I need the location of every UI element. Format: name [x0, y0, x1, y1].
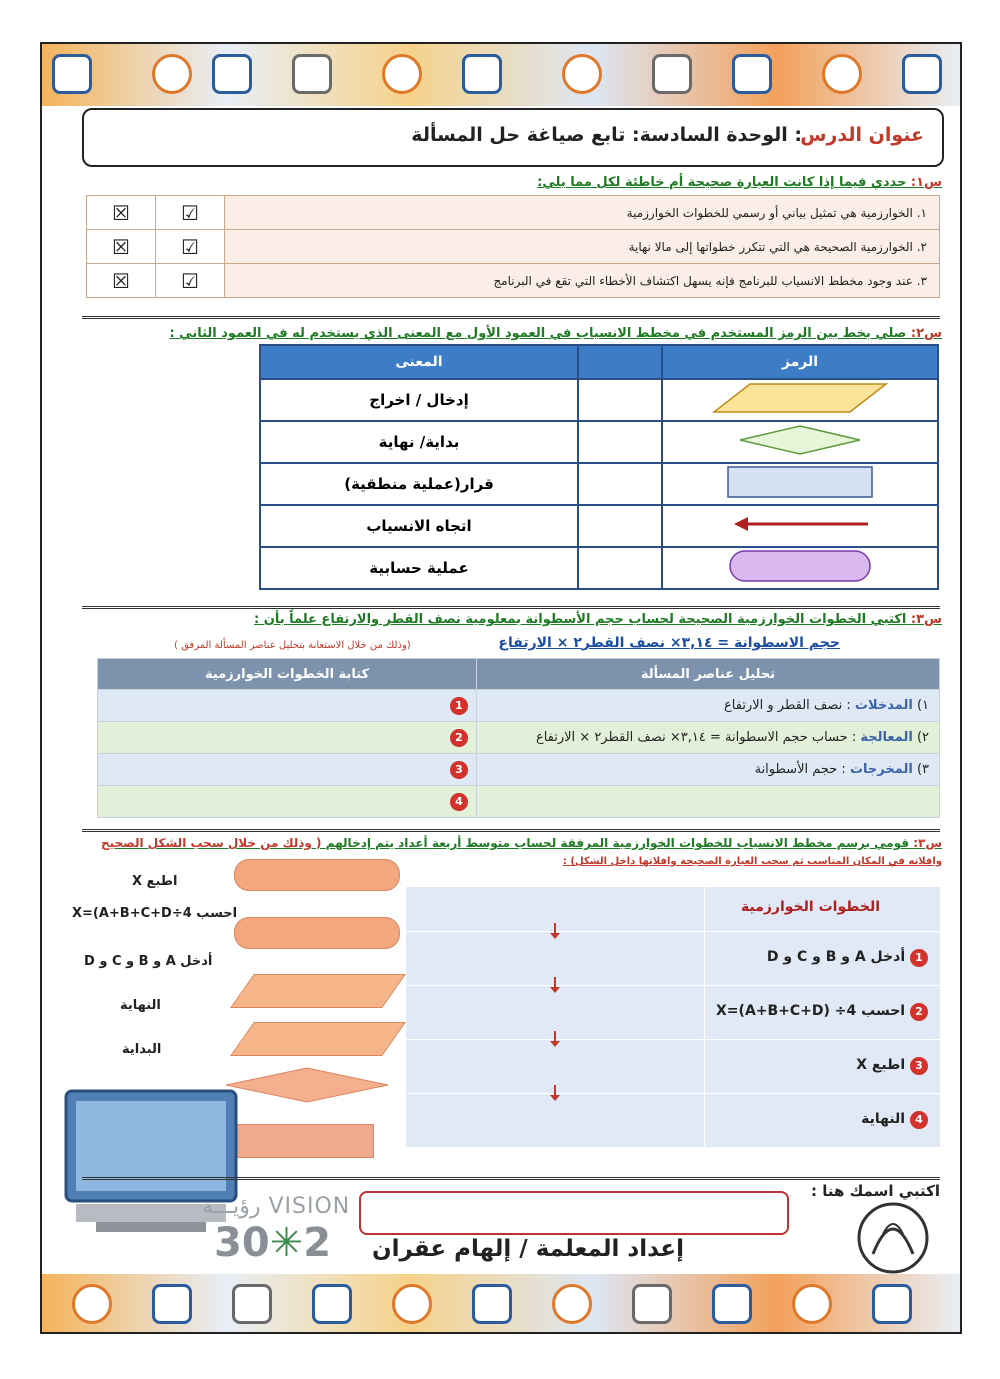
- processing-label: المعالجة: [860, 730, 913, 745]
- mail-icon: [212, 54, 252, 94]
- connector-cell[interactable]: [578, 421, 662, 463]
- lesson-label: عنوان الدرس: [800, 124, 924, 146]
- row-line: [406, 985, 940, 986]
- flow-down-arrow: [554, 1085, 556, 1097]
- drag-label-end[interactable]: النهاية: [120, 998, 161, 1013]
- chat-icon: [152, 1284, 192, 1324]
- flow-step: [767, 949, 928, 967]
- q2-text: صلي بخط بين الرمز المستخدم في مخطط الانسياب في العمود الأول مع المعنى الذي يستخدم له في العمود الثاني :: [169, 326, 907, 341]
- col-symbol: الرمز: [662, 345, 938, 379]
- connector-cell[interactable]: [578, 547, 662, 589]
- top-icon-banner: [42, 44, 960, 106]
- q4-text-tail: ( وذلك من خلال سحب الشكل الصحيح: [100, 836, 326, 850]
- outputs-label: المخرجات: [849, 762, 913, 777]
- statement-row: [87, 196, 940, 230]
- q2-number: س٢:: [910, 326, 942, 341]
- step-number-badge: 2: [450, 729, 468, 747]
- symbol-matching-table: [259, 344, 939, 590]
- flow-down-arrow: [554, 977, 556, 989]
- match-row: [260, 463, 938, 505]
- flow-down-arrow: [554, 1031, 556, 1043]
- col-steps: كتابة الخطوات الخوارزمية: [98, 659, 477, 690]
- drag-label-compute[interactable]: احسب X=(A+B+C+D÷4: [72, 906, 238, 921]
- step-number-badge: 1: [450, 697, 468, 715]
- calculator-icon: [232, 1284, 272, 1324]
- connector-cell[interactable]: [578, 463, 662, 505]
- drag-label-start[interactable]: البداية: [122, 1042, 162, 1057]
- drag-terminal-shape[interactable]: [234, 917, 400, 949]
- true-false-table: [86, 195, 940, 298]
- chat-icon: [712, 1284, 752, 1324]
- match-row: [260, 421, 938, 463]
- true-checkbox[interactable]: ☑: [156, 196, 225, 230]
- divider: [82, 829, 940, 832]
- globe-icon: [52, 54, 92, 94]
- parallelogram-symbol[interactable]: [662, 379, 938, 421]
- drag-diamond-shape[interactable]: [222, 1066, 392, 1104]
- q4-prompt-line2: وافلاته في المكان المناسب ثم سحب العبارة الصحيحة وافلاتها داخل الشكل) :: [562, 856, 942, 867]
- person-icon: [822, 54, 862, 94]
- emblem-icon: ✳: [269, 1220, 304, 1266]
- search-icon: [652, 54, 692, 94]
- match-row: [260, 379, 938, 421]
- divider: [82, 1177, 940, 1180]
- drag-terminal-shape[interactable]: [234, 859, 400, 891]
- screen-icon: [872, 1284, 912, 1324]
- terminal-symbol[interactable]: [662, 547, 938, 589]
- vision-text: VISION رؤيـــة: [202, 1194, 351, 1219]
- statement-cell: [225, 196, 940, 230]
- lesson-title-box: [82, 108, 944, 167]
- users-icon: [562, 54, 602, 94]
- calculator-icon: [462, 54, 502, 94]
- true-checkbox[interactable]: ☑: [156, 264, 225, 298]
- statement-cell: [225, 230, 940, 264]
- row-number: ٢): [916, 730, 929, 745]
- person-icon: [152, 54, 192, 94]
- flow-step: [861, 1111, 928, 1129]
- vision-year-part: 30: [214, 1220, 270, 1266]
- flowchart-drop-area: [406, 887, 940, 1147]
- worksheet-frame: [40, 42, 962, 1334]
- calculator-icon: [632, 1284, 672, 1324]
- outputs-value: : حجم الأسطوانة: [754, 762, 846, 777]
- screen-icon: [312, 1284, 352, 1324]
- analysis-cell: [477, 754, 940, 786]
- column-divider: [704, 887, 705, 1147]
- meaning-cell[interactable]: قرار(عملية منطقية): [260, 463, 578, 505]
- row-number: ٣): [916, 762, 929, 777]
- row-line: [406, 931, 940, 932]
- teacher-credit: إعداد المعلمة / إلهام عقران: [372, 1236, 684, 1262]
- statement-cell: [225, 264, 940, 298]
- analysis-row: [98, 722, 940, 754]
- row-line: [406, 1093, 940, 1094]
- analysis-cell: [477, 722, 940, 754]
- q1-number: س١:: [910, 175, 942, 190]
- analysis-row: [98, 754, 940, 786]
- screen-icon: [552, 1284, 592, 1324]
- search-icon: [292, 54, 332, 94]
- play-icon: [392, 1284, 432, 1324]
- people-icon: [72, 1284, 112, 1324]
- chat-icon: [472, 1284, 512, 1324]
- meaning-cell[interactable]: بداية/ نهاية: [260, 421, 578, 463]
- processing-value: : حساب حجم الاسطوانة = ٣,١٤× نصف القطر٢ × الارتفاع: [535, 730, 857, 745]
- meaning-cell[interactable]: اتجاه الانسياب: [260, 505, 578, 547]
- q3-prompt: [254, 612, 942, 627]
- rectangle-symbol[interactable]: [662, 463, 938, 505]
- connector-column: [578, 345, 662, 379]
- analysis-cell: [477, 690, 940, 722]
- users-icon: [382, 54, 422, 94]
- diamond-symbol[interactable]: [662, 421, 938, 463]
- statement-text: عند وجود مخطط الانسياب للبرنامج فإنه يسهل اكتشاف الأخطاء التي تقع في البرنامج: [493, 273, 913, 288]
- inputs-label: المدخلات: [854, 698, 913, 713]
- q1-text: حددي فيما إذا كانت العبارة صحيحة أم خاطئة لكل مما يلي:: [537, 175, 907, 190]
- col-meaning: المعنى: [260, 345, 578, 379]
- drag-label-input[interactable]: أدخل A و B و C و D: [84, 954, 213, 969]
- drag-parallelogram-shape[interactable]: [230, 1022, 406, 1056]
- step-write-cell[interactable]: [98, 722, 477, 754]
- step-number-badge: 3: [910, 1057, 928, 1075]
- step-write-cell[interactable]: [98, 786, 477, 818]
- step-text: اطبع X: [856, 1057, 906, 1073]
- step-number-badge: 3: [450, 761, 468, 779]
- col-analysis: تحليل عناصر المسألة: [477, 659, 940, 690]
- statement-text: الخوارزمية هي تمثيل بياني أو رسمي للخطوات الخوارزمية: [626, 205, 913, 220]
- meaning-cell[interactable]: عملية حسابية: [260, 547, 578, 589]
- statement-number: ١.: [916, 205, 927, 220]
- lesson-title: : الوحدة السادسة: تابع صياغة حل المسألة: [411, 124, 802, 146]
- step-write-cell[interactable]: [98, 754, 477, 786]
- step-write-cell[interactable]: [98, 690, 477, 722]
- drag-parallelogram-shape[interactable]: [230, 974, 406, 1008]
- step-text: النهاية: [861, 1111, 906, 1127]
- flow-down-arrow: [554, 923, 556, 935]
- true-checkbox[interactable]: ☑: [156, 230, 225, 264]
- statement-number: ٣.: [916, 273, 927, 288]
- divider: [82, 606, 940, 609]
- calligraphy-logo-icon: [848, 1194, 938, 1278]
- vision-year-part: 2: [303, 1220, 332, 1266]
- q4-number: س٣:: [913, 836, 942, 850]
- row-line: [406, 1039, 940, 1040]
- statement-row: [87, 264, 940, 298]
- analysis-cell: [477, 786, 940, 818]
- step-number-badge: 4: [450, 793, 468, 811]
- name-label: اكتبي اسمك هنا :: [810, 1182, 940, 1200]
- step-number-badge: 1: [910, 949, 928, 967]
- analysis-hint: (وذلك من خلال الاستعانة بتحليل عناصر المسألة المرفق ): [174, 640, 411, 651]
- header-row: [98, 659, 940, 690]
- meaning-cell[interactable]: إدخال / اخراج: [260, 379, 578, 421]
- inputs-value: : نصف القطر و الارتفاع: [724, 698, 851, 713]
- connector-cell[interactable]: [578, 379, 662, 421]
- analysis-row: [98, 690, 940, 722]
- q4-text: قومي برسم مخطط الانسياب للخطوات الخوارزمية المرفقة لحساب متوسط أربعة أعداد يتم إدخالهم: [325, 836, 910, 850]
- bottom-icon-banner: [42, 1274, 960, 1332]
- steps-header: الخطوات الخوارزمية: [740, 899, 880, 915]
- mail-icon: [732, 54, 772, 94]
- cylinder-analysis-table: [97, 658, 940, 818]
- match-row: [260, 505, 938, 547]
- step-text: احسب X=(A+B+C+D) ÷4: [716, 1003, 906, 1019]
- false-checkbox[interactable]: ☒: [87, 264, 156, 298]
- statement-number: ٢.: [916, 239, 927, 254]
- vision-2030-logo: [214, 1220, 331, 1266]
- flow-step: [716, 1003, 928, 1021]
- globe-icon: [902, 54, 942, 94]
- row-number: ١): [916, 698, 929, 713]
- match-row: [260, 547, 938, 589]
- false-checkbox[interactable]: ☒: [87, 196, 156, 230]
- statement-row: [87, 230, 940, 264]
- analysis-row: [98, 786, 940, 818]
- divider: [82, 316, 940, 319]
- header-row: [260, 345, 938, 379]
- false-checkbox[interactable]: ☒: [87, 230, 156, 264]
- q3-text: اكتبي الخطوات الخوارزمية الصحيحة لحساب حجم الأسطوانة بمعلومية نصف القطر والارتفاع علماً بأن :: [254, 612, 907, 627]
- step-text: أدخل A و B و C و D: [766, 949, 906, 965]
- student-name-input[interactable]: [359, 1191, 789, 1235]
- connector-cell[interactable]: [578, 505, 662, 547]
- step-number-badge: 2: [910, 1003, 928, 1021]
- q3-number: س٣:: [910, 612, 942, 627]
- flow-step: [856, 1057, 928, 1075]
- step-number-badge: 4: [910, 1111, 928, 1129]
- q4-prompt-line1: [101, 836, 942, 850]
- people-icon: [792, 1284, 832, 1324]
- statement-text: الخوارزمية الصحيحة هي التي تتكرر خطواتها إلى مالا نهاية: [628, 239, 913, 254]
- q1-prompt: [537, 175, 942, 190]
- drag-label-print-x[interactable]: اطبع X: [132, 874, 178, 889]
- arrow-symbol[interactable]: [662, 505, 938, 547]
- q2-prompt: [169, 326, 942, 341]
- volume-formula: حجم الاسطوانة = ٣,١٤× نصف القطر٢ × الارتفاع: [498, 635, 840, 651]
